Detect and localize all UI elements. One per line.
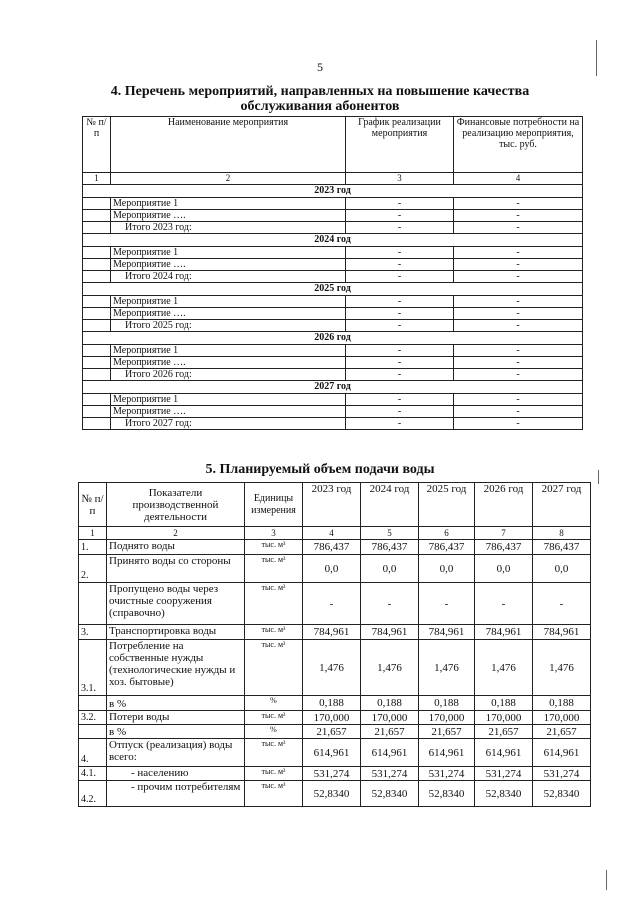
measure-num — [83, 369, 111, 381]
unit: тыс. м³ — [245, 767, 303, 781]
row-num: 3.2. — [79, 711, 107, 725]
measure-row — [83, 320, 583, 332]
unit: % — [245, 725, 303, 739]
year-value: 170,000 — [533, 711, 591, 725]
measure-num — [83, 345, 111, 357]
measure-schedule: - — [346, 406, 454, 418]
measure-finance: - — [454, 259, 583, 271]
row-num — [79, 725, 107, 739]
header-num: № п/п — [83, 117, 111, 173]
measure-schedule: - — [346, 308, 454, 320]
measure-schedule: - — [346, 357, 454, 369]
col-number: 5 — [361, 527, 419, 540]
measure-finance: - — [454, 210, 583, 222]
row-num: 3.1. — [79, 640, 107, 696]
col-number: 8 — [533, 527, 591, 540]
water-row — [79, 583, 591, 625]
year-row — [83, 332, 583, 345]
year-value: 786,437 — [303, 540, 361, 555]
year-value: 21,657 — [475, 725, 533, 739]
measure-name: Мероприятие 1 — [111, 394, 346, 406]
water-row — [79, 725, 591, 739]
scan-margin-mark — [598, 470, 599, 484]
year-value: 531,274 — [475, 767, 533, 781]
row-num — [79, 696, 107, 711]
measure-name: Мероприятие …. — [111, 259, 346, 271]
indicator-name: Поднято воды — [107, 540, 245, 555]
measure-row — [83, 369, 583, 381]
year-value: 614,961 — [303, 739, 361, 767]
measure-name: Мероприятие …. — [111, 210, 346, 222]
year-row — [83, 234, 583, 247]
measure-finance: - — [454, 406, 583, 418]
measure-num — [83, 296, 111, 308]
year-value: 170,000 — [361, 711, 419, 725]
water-row — [79, 540, 591, 555]
year-value: 21,657 — [419, 725, 475, 739]
measure-num — [83, 308, 111, 320]
col-number: 1 — [79, 527, 107, 540]
year-value: 784,961 — [419, 625, 475, 640]
measure-num — [83, 247, 111, 259]
unit: тыс. м³ — [245, 781, 303, 807]
year-value: 1,476 — [533, 640, 591, 696]
measure-row — [83, 357, 583, 369]
measure-finance: - — [454, 271, 583, 283]
row-num: 2. — [79, 555, 107, 583]
indicator-name: Потребление на собственные нужды (технологические нужды и хоз. бытовые) — [107, 640, 245, 696]
water-row — [79, 767, 591, 781]
row-num: 1. — [79, 540, 107, 555]
measure-name: Мероприятие 1 — [111, 247, 346, 259]
measure-schedule: - — [346, 394, 454, 406]
measure-num — [83, 222, 111, 234]
year-value: 21,657 — [533, 725, 591, 739]
unit: % — [245, 696, 303, 711]
year-value: 784,961 — [361, 625, 419, 640]
measure-finance: - — [454, 345, 583, 357]
section4-title — [0, 84, 640, 114]
measure-schedule: - — [346, 271, 454, 283]
header-year: 2024 год — [361, 483, 419, 527]
measure-num — [83, 271, 111, 283]
measure-name: Мероприятие …. — [111, 357, 346, 369]
year-value: 784,961 — [533, 625, 591, 640]
header-year: 2025 год — [419, 483, 475, 527]
measure-num — [83, 406, 111, 418]
measure-name: Мероприятие 1 — [111, 296, 346, 308]
col-number: 2 — [107, 527, 245, 540]
header-indicator: Показатели производственной деятельности — [107, 483, 245, 527]
measures-header-row — [83, 117, 583, 173]
scan-margin-mark — [596, 40, 597, 76]
col-number: 6 — [419, 527, 475, 540]
measure-num — [83, 394, 111, 406]
section4-title-line1: 4. Перечень мероприятий, направленных на повышение качества — [110, 84, 530, 99]
measure-row — [83, 222, 583, 234]
year-value: 1,476 — [303, 640, 361, 696]
measures-table — [82, 116, 583, 430]
year-value: 52,8340 — [533, 781, 591, 807]
measure-row — [83, 198, 583, 210]
col-number: 4 — [303, 527, 361, 540]
measure-finance: - — [454, 296, 583, 308]
year-value: 0,0 — [303, 555, 361, 583]
year-value: 531,274 — [361, 767, 419, 781]
measure-finance: - — [454, 247, 583, 259]
header-schedule: График реализации мероприятия — [346, 117, 454, 173]
year-value: 0,188 — [361, 696, 419, 711]
header-num: № п/п — [79, 483, 107, 527]
measure-row — [83, 345, 583, 357]
year-value: 614,961 — [419, 739, 475, 767]
measure-finance: - — [454, 394, 583, 406]
year-label: 2026 год — [83, 332, 583, 345]
indicator-name: Отпуск (реализация) воды всего: — [107, 739, 245, 767]
measure-schedule: - — [346, 418, 454, 430]
col-number: 3 — [245, 527, 303, 540]
indicator-name: в % — [107, 696, 245, 711]
year-value: 614,961 — [475, 739, 533, 767]
indicator-name: Транспортировка воды — [107, 625, 245, 640]
year-value: 784,961 — [475, 625, 533, 640]
measure-num — [83, 198, 111, 210]
measure-row — [83, 271, 583, 283]
water-row — [79, 711, 591, 725]
measure-name: Итого 2026 год: — [111, 369, 346, 381]
year-value: 170,000 — [475, 711, 533, 725]
col-number: 2 — [111, 173, 346, 185]
measure-name: Итого 2027 год: — [111, 418, 346, 430]
row-num: 4.1. — [79, 767, 107, 781]
measure-row — [83, 259, 583, 271]
measure-finance: - — [454, 369, 583, 381]
water-body — [79, 540, 591, 807]
header-year: 2027 год — [533, 483, 591, 527]
water-row — [79, 640, 591, 696]
year-value: - — [361, 583, 419, 625]
row-num: 4. — [79, 739, 107, 767]
measure-num — [83, 320, 111, 332]
year-value: 786,437 — [361, 540, 419, 555]
indicator-name: Потери воды — [107, 711, 245, 725]
year-value: - — [303, 583, 361, 625]
measure-schedule: - — [346, 198, 454, 210]
header-finance: Финансовые потребности на реализацию мероприятия, тыс. руб. — [454, 117, 583, 173]
scan-margin-mark — [606, 870, 607, 890]
year-label: 2027 год — [83, 381, 583, 394]
indicator-name: - населению — [107, 767, 245, 781]
header-name: Наименование мероприятия — [111, 117, 346, 173]
row-num: 4.2. — [79, 781, 107, 807]
year-value: - — [533, 583, 591, 625]
year-value: 0,0 — [419, 555, 475, 583]
col-number: 7 — [475, 527, 533, 540]
water-row — [79, 555, 591, 583]
measure-name: Мероприятие 1 — [111, 198, 346, 210]
measure-schedule: - — [346, 345, 454, 357]
year-value: 1,476 — [475, 640, 533, 696]
unit: тыс. м³ — [245, 739, 303, 767]
year-value: 1,476 — [419, 640, 475, 696]
indicator-name: Пропущено воды через очистные сооружения (справочно) — [107, 583, 245, 625]
indicator-name: в % — [107, 725, 245, 739]
year-row — [83, 381, 583, 394]
measure-row — [83, 308, 583, 320]
year-row — [83, 185, 583, 198]
measure-row — [83, 210, 583, 222]
unit: тыс. м³ — [245, 540, 303, 555]
measure-name: Мероприятие …. — [111, 308, 346, 320]
measure-name: Итого 2023 год: — [111, 222, 346, 234]
year-value: 784,961 — [303, 625, 361, 640]
year-value: 21,657 — [361, 725, 419, 739]
measure-finance: - — [454, 222, 583, 234]
measure-name: Мероприятие 1 — [111, 345, 346, 357]
measure-num — [83, 210, 111, 222]
row-num: 3. — [79, 625, 107, 640]
measures-body — [83, 185, 583, 430]
unit: тыс. м³ — [245, 555, 303, 583]
year-value: 0,188 — [533, 696, 591, 711]
header-year: 2023 год — [303, 483, 361, 527]
year-value: 170,000 — [419, 711, 475, 725]
measure-schedule: - — [346, 247, 454, 259]
measure-finance: - — [454, 320, 583, 332]
water-header-row — [79, 483, 591, 527]
year-value: 786,437 — [533, 540, 591, 555]
section4-title-line2: обслуживания абонентов — [240, 99, 400, 114]
header-year: 2026 год — [475, 483, 533, 527]
measure-row — [83, 406, 583, 418]
year-value: 786,437 — [475, 540, 533, 555]
indicator-name: Принято воды со стороны — [107, 555, 245, 583]
year-value: 786,437 — [419, 540, 475, 555]
indicator-name: - прочим потребителям — [107, 781, 245, 807]
measure-row — [83, 394, 583, 406]
year-value: 52,8340 — [361, 781, 419, 807]
col-number: 3 — [346, 173, 454, 185]
year-label: 2024 год — [83, 234, 583, 247]
measure-name: Итого 2024 год: — [111, 271, 346, 283]
measure-finance: - — [454, 357, 583, 369]
measure-name: Мероприятие …. — [111, 406, 346, 418]
year-value: 21,657 — [303, 725, 361, 739]
unit: тыс. м³ — [245, 583, 303, 625]
year-value: 52,8340 — [475, 781, 533, 807]
year-value: 0,188 — [419, 696, 475, 711]
measure-schedule: - — [346, 369, 454, 381]
col-number: 4 — [454, 173, 583, 185]
year-value: 531,274 — [303, 767, 361, 781]
water-row — [79, 696, 591, 711]
measure-schedule: - — [346, 210, 454, 222]
measure-name: Итого 2025 год: — [111, 320, 346, 332]
water-row — [79, 625, 591, 640]
unit: тыс. м³ — [245, 640, 303, 696]
measure-num — [83, 357, 111, 369]
unit: тыс. м³ — [245, 711, 303, 725]
measure-num — [83, 259, 111, 271]
page-number: 5 — [317, 60, 323, 74]
measure-row — [83, 296, 583, 308]
year-value: 531,274 — [419, 767, 475, 781]
column-numbers-row — [79, 527, 591, 540]
section5-title: 5. Планируемый объем подачи воды — [205, 462, 435, 477]
year-value: 614,961 — [533, 739, 591, 767]
year-value: 1,476 — [361, 640, 419, 696]
unit: тыс. м³ — [245, 625, 303, 640]
water-supply-table — [78, 482, 591, 807]
year-label: 2023 год — [83, 185, 583, 198]
year-value: - — [475, 583, 533, 625]
year-value: 52,8340 — [303, 781, 361, 807]
col-number: 1 — [83, 173, 111, 185]
measure-row — [83, 418, 583, 430]
measure-finance: - — [454, 418, 583, 430]
year-value: 531,274 — [533, 767, 591, 781]
measure-schedule: - — [346, 320, 454, 332]
year-label: 2025 год — [83, 283, 583, 296]
year-value: 52,8340 — [419, 781, 475, 807]
water-row — [79, 781, 591, 807]
year-value: 0,0 — [475, 555, 533, 583]
measure-finance: - — [454, 198, 583, 210]
measure-schedule: - — [346, 259, 454, 271]
measure-num — [83, 418, 111, 430]
year-row — [83, 283, 583, 296]
measure-schedule: - — [346, 222, 454, 234]
year-value: 0,0 — [361, 555, 419, 583]
measure-row — [83, 247, 583, 259]
year-value: 0,188 — [303, 696, 361, 711]
measure-finance: - — [454, 308, 583, 320]
measure-schedule: - — [346, 296, 454, 308]
column-numbers-row — [83, 173, 583, 185]
year-value: 170,000 — [303, 711, 361, 725]
year-value: 614,961 — [361, 739, 419, 767]
header-unit: Единицы измерения — [245, 483, 303, 527]
year-value: - — [419, 583, 475, 625]
year-value: 0,188 — [475, 696, 533, 711]
water-row — [79, 739, 591, 767]
year-value: 0,0 — [533, 555, 591, 583]
row-num — [79, 583, 107, 625]
